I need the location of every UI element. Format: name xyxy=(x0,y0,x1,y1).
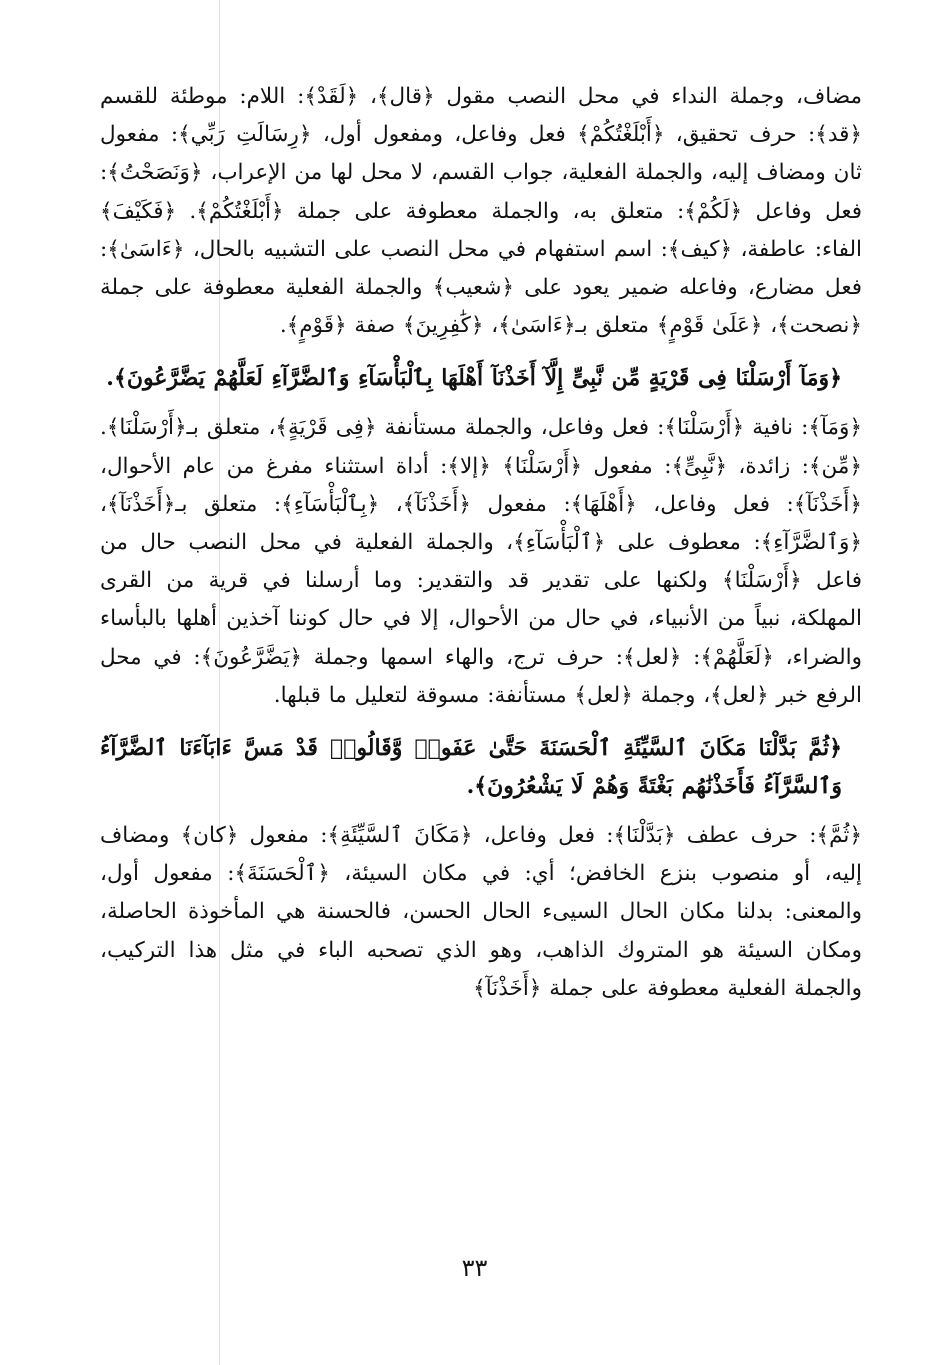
quran-verse-1: ﴿وَمَآ أَرْسَلْنَا فِى قَرْيَةٍ مِّن نَّبِىٍّ إِلَّآ أَخَذْنَآ أَهْلَهَا بِٱلْبَأْسَآءِ وَٱلضَّرَّآءِ لَعَلَّهُمْ يَضَّرَّعُونَ﴾. xyxy=(106,365,842,392)
paragraph-grammar-analysis-1: مضاف، وجملة النداء في محل النصب مقول ﴿قال﴾، ﴿لَقَدْ﴾: اللام: موطئة للقسم ﴿قد﴾: حرف تحقيق، ﴿أَبْلَغْتُكُمْ﴾ فعل وفاعل، ومفعول أول، ﴿رِسَالَتِ رَبِّي﴾: مفعول ثان ومضاف إليه، والجملة الفعلية، جواب القسم، لا محل لها من الإعراب، ﴿وَنَصَحْتُ﴾: فعل وفاعل ﴿لَكُمْ﴾: متعلق به، والجملة معطوفة على جملة ﴿أَبْلَغْتُكُمْ﴾. ﴿فَكَيْفَ﴾ الفاء: عاطفة، ﴿كيف﴾: اسم استفهام في محل النصب على التشبيه بالحال، ﴿ءَاسَىٰ﴾: فعل مضارع، وفاعله ضمير يعود على ﴿شعيب﴾ والجملة الفعلية معطوفة على جملة ﴿نصحت﴾، ﴿عَلَىٰ قَوْمٍ﴾ متعلق بـ﴿ءَاسَىٰ﴾، ﴿كَٰفِرِينَ﴾ صفة ﴿قَوْمٍ﴾. xyxy=(100,84,862,339)
paragraph-grammar-analysis-3: ﴿ثُمَّ﴾: حرف عطف ﴿بَدَّلْنَا﴾: فعل وفاعل، ﴿مَكَانَ ٱلسَّيِّئَةِ﴾: مفعول ﴿كان﴾ ومضاف إليه، أو منصوب بنزع الخافض؛ أي: في مكان السيئة، ﴿ٱلْحَسَنَةَ﴾: مفعول أول، والمعنى: بدلنا مكان الحال السيىء الحال الحسن، فالحسنة هي المأخوذة الحاصلة، ومكان السيئة هو المتروك الذاهب، وهو الذي تصحبه الباء في مثل هذا التركيب، والجملة الفعلية معطوفة على جملة ﴿أَخَذْنَآ﴾ xyxy=(100,823,862,1001)
document-page xyxy=(100,78,862,1008)
paragraph-grammar-analysis-2: ﴿وَمَآ﴾: نافية ﴿أَرْسَلْنَا﴾: فعل وفاعل، والجملة مستأنفة ﴿فِى قَرْيَةٍ﴾، متعلق بـ﴿أَرْسَلْنَا﴾. ﴿مِّن﴾: زائدة، ﴿نَّبِىٍّ﴾: مفعول ﴿أَرْسَلْنَا﴾ ﴿إلا﴾: أداة استثناء مفرغ من عام الأحوال، ﴿أَخَذْنَآ﴾: فعل وفاعل، ﴿أَهْلَهَا﴾: مفعول ﴿أَخَذْنَآ﴾، ﴿بِٱلْبَأْسَآءِ﴾: متعلق بـ﴿أَخَذْنَآ﴾، ﴿وَٱلضَّرَّآءِ﴾: معطوف على ﴿ٱلْبَأْسَآءِ﴾، والجملة الفعلية في محل النصب حال من فاعل ﴿أَرْسَلْنَا﴾ ولكنها على تقدير قد والتقدير: وما أرسلنا في قرية من القرى المهلكة، نبياً من الأنبياء، في حال من الأحوال، إلا في حال كوننا آخذين أهلها بالبأساء والضراء، ﴿لَعَلَّهُمْ﴾: ﴿لعل﴾: حرف ترج، والهاء اسمها وجملة ﴿يَضَّرَّعُونَ﴾: في محل الرفع خبر ﴿لعل﴾، وجملة ﴿لعل﴾ مستأنفة: مسوقة لتعليل ما قبلها. xyxy=(100,415,862,708)
quran-verse-2: ﴿ثُمَّ بَدَّلْنَا مَكَانَ ٱلسَّيِّئَةِ ٱلْحَسَنَةَ حَتَّىٰ عَفَوا۟ وَّقَالُوا۟ قَدْ مَسَّ ءَابَآءَنَا ٱلضَّرَّآءُ وَٱلسَّرَّآءُ فَأَخَذْنَٰهُم بَغْتَةً وَهُمْ لَا يَشْعُرُونَ﴾. xyxy=(100,735,842,800)
page-number: ٣٣ xyxy=(461,1254,488,1282)
